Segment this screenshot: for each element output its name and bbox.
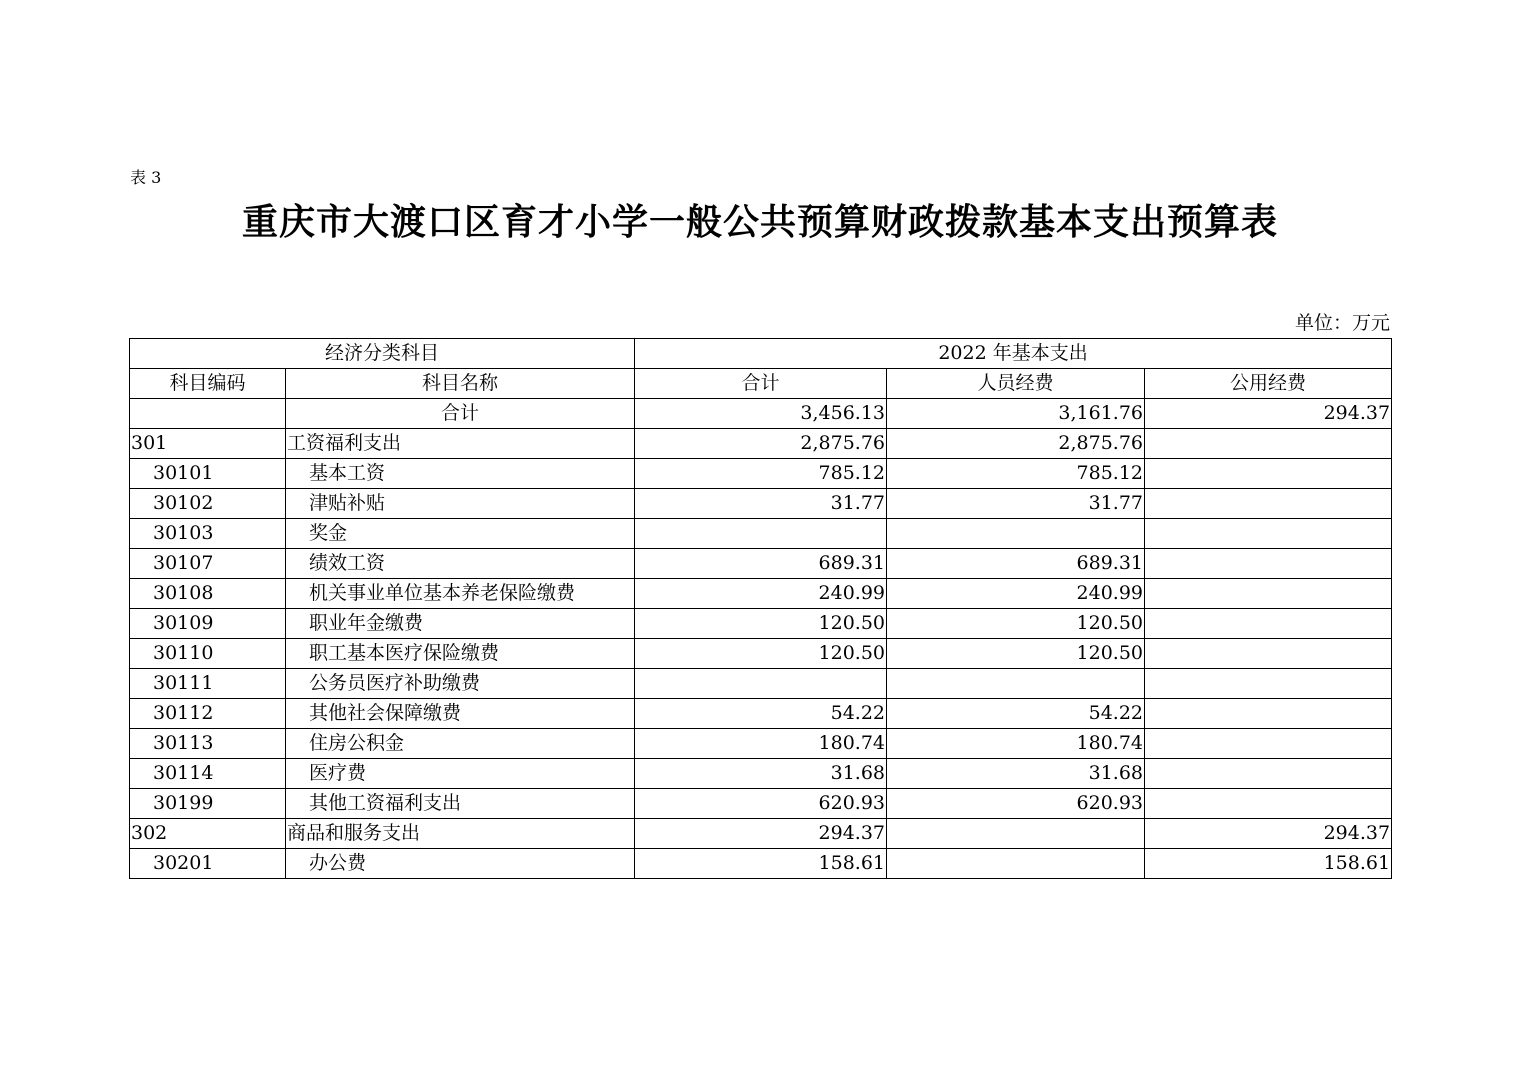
cell-personnel: 785.12	[887, 459, 1145, 489]
cell-code: 30113	[130, 729, 286, 759]
cell-public: 158.61	[1145, 849, 1392, 879]
cell-total	[635, 519, 887, 549]
cell-name: 商品和服务支出	[286, 819, 635, 849]
cell-public	[1145, 639, 1392, 669]
cell-name: 奖金	[286, 519, 635, 549]
cell-code: 30199	[130, 789, 286, 819]
cell-name: 合计	[286, 399, 635, 429]
cell-total: 2,875.76	[635, 429, 887, 459]
cell-public	[1145, 609, 1392, 639]
cell-total: 180.74	[635, 729, 887, 759]
table-row	[130, 729, 1392, 759]
cell-personnel: 620.93	[887, 789, 1145, 819]
cell-code: 30201	[130, 849, 286, 879]
cell-public	[1145, 519, 1392, 549]
table-row	[130, 639, 1392, 669]
table-row	[130, 669, 1392, 699]
cell-public	[1145, 669, 1392, 699]
cell-public	[1145, 429, 1392, 459]
cell-personnel: 180.74	[887, 729, 1145, 759]
table-row	[130, 819, 1392, 849]
cell-total: 31.77	[635, 489, 887, 519]
cell-name: 住房公积金	[286, 729, 635, 759]
table-row	[130, 699, 1392, 729]
cell-total	[635, 669, 887, 699]
cell-public	[1145, 579, 1392, 609]
cell-personnel: 240.99	[887, 579, 1145, 609]
cell-public	[1145, 489, 1392, 519]
cell-public	[1145, 459, 1392, 489]
table-row	[130, 789, 1392, 819]
cell-code: 30107	[130, 549, 286, 579]
group-header-row	[130, 339, 1392, 369]
cell-public: 294.37	[1145, 399, 1392, 429]
cell-code: 30111	[130, 669, 286, 699]
table-row	[130, 549, 1392, 579]
cell-total: 689.31	[635, 549, 887, 579]
cell-public	[1145, 759, 1392, 789]
col-header-name: 科目名称	[286, 369, 635, 399]
cell-name: 津贴补贴	[286, 489, 635, 519]
cell-personnel: 3,161.76	[887, 399, 1145, 429]
cell-name: 办公费	[286, 849, 635, 879]
cell-name: 工资福利支出	[286, 429, 635, 459]
cell-personnel	[887, 849, 1145, 879]
table-row	[130, 489, 1392, 519]
cell-public	[1145, 549, 1392, 579]
cell-code: 301	[130, 429, 286, 459]
cell-name: 其他工资福利支出	[286, 789, 635, 819]
col-header-code: 科目编码	[130, 369, 286, 399]
econ-class-header: 经济分类科目	[130, 339, 635, 369]
cell-name: 医疗费	[286, 759, 635, 789]
cell-name: 基本工资	[286, 459, 635, 489]
cell-name: 机关事业单位基本养老保险缴费	[286, 579, 635, 609]
cell-total: 120.50	[635, 639, 887, 669]
table-row	[130, 429, 1392, 459]
cell-total: 240.99	[635, 579, 887, 609]
cell-code: 30101	[130, 459, 286, 489]
table-row	[130, 459, 1392, 489]
cell-code: 30102	[130, 489, 286, 519]
cell-name: 公务员医疗补助缴费	[286, 669, 635, 699]
cell-total: 294.37	[635, 819, 887, 849]
cell-code: 30114	[130, 759, 286, 789]
cell-code: 30112	[130, 699, 286, 729]
cell-total: 31.68	[635, 759, 887, 789]
cell-public: 294.37	[1145, 819, 1392, 849]
column-header-row	[130, 369, 1392, 399]
cell-code: 30103	[130, 519, 286, 549]
cell-code	[130, 399, 286, 429]
col-header-total: 合计	[635, 369, 887, 399]
cell-personnel	[887, 519, 1145, 549]
basic-expense-header: 2022 年基本支出	[635, 339, 1392, 369]
cell-name: 绩效工资	[286, 549, 635, 579]
total-row	[130, 399, 1392, 429]
cell-code: 30108	[130, 579, 286, 609]
cell-total: 158.61	[635, 849, 887, 879]
cell-total: 3,456.13	[635, 399, 887, 429]
cell-total: 54.22	[635, 699, 887, 729]
cell-personnel: 31.68	[887, 759, 1145, 789]
table-row	[130, 759, 1392, 789]
table-row	[130, 609, 1392, 639]
cell-personnel: 2,875.76	[887, 429, 1145, 459]
cell-personnel	[887, 819, 1145, 849]
cell-personnel: 54.22	[887, 699, 1145, 729]
cell-public	[1145, 729, 1392, 759]
cell-total: 120.50	[635, 609, 887, 639]
cell-name: 其他社会保障缴费	[286, 699, 635, 729]
cell-personnel	[887, 669, 1145, 699]
cell-total: 785.12	[635, 459, 887, 489]
cell-total: 620.93	[635, 789, 887, 819]
cell-personnel: 689.31	[887, 549, 1145, 579]
col-header-personnel: 人员经费	[887, 369, 1145, 399]
cell-code: 30110	[130, 639, 286, 669]
cell-personnel: 120.50	[887, 609, 1145, 639]
table-label: 表 3	[130, 168, 162, 187]
cell-name: 职业年金缴费	[286, 609, 635, 639]
table-row	[130, 519, 1392, 549]
table-row	[130, 579, 1392, 609]
document-title: 重庆市大渡口区育才小学一般公共预算财政拨款基本支出预算表	[241, 202, 1278, 243]
cell-name: 职工基本医疗保险缴费	[286, 639, 635, 669]
cell-public	[1145, 699, 1392, 729]
budget-table	[129, 338, 1392, 879]
cell-personnel: 31.77	[887, 489, 1145, 519]
col-header-public: 公用经费	[1145, 369, 1392, 399]
cell-personnel: 120.50	[887, 639, 1145, 669]
unit-label: 单位：万元	[1294, 312, 1390, 334]
cell-code: 302	[130, 819, 286, 849]
table-row	[130, 849, 1392, 879]
cell-code: 30109	[130, 609, 286, 639]
cell-public	[1145, 789, 1392, 819]
